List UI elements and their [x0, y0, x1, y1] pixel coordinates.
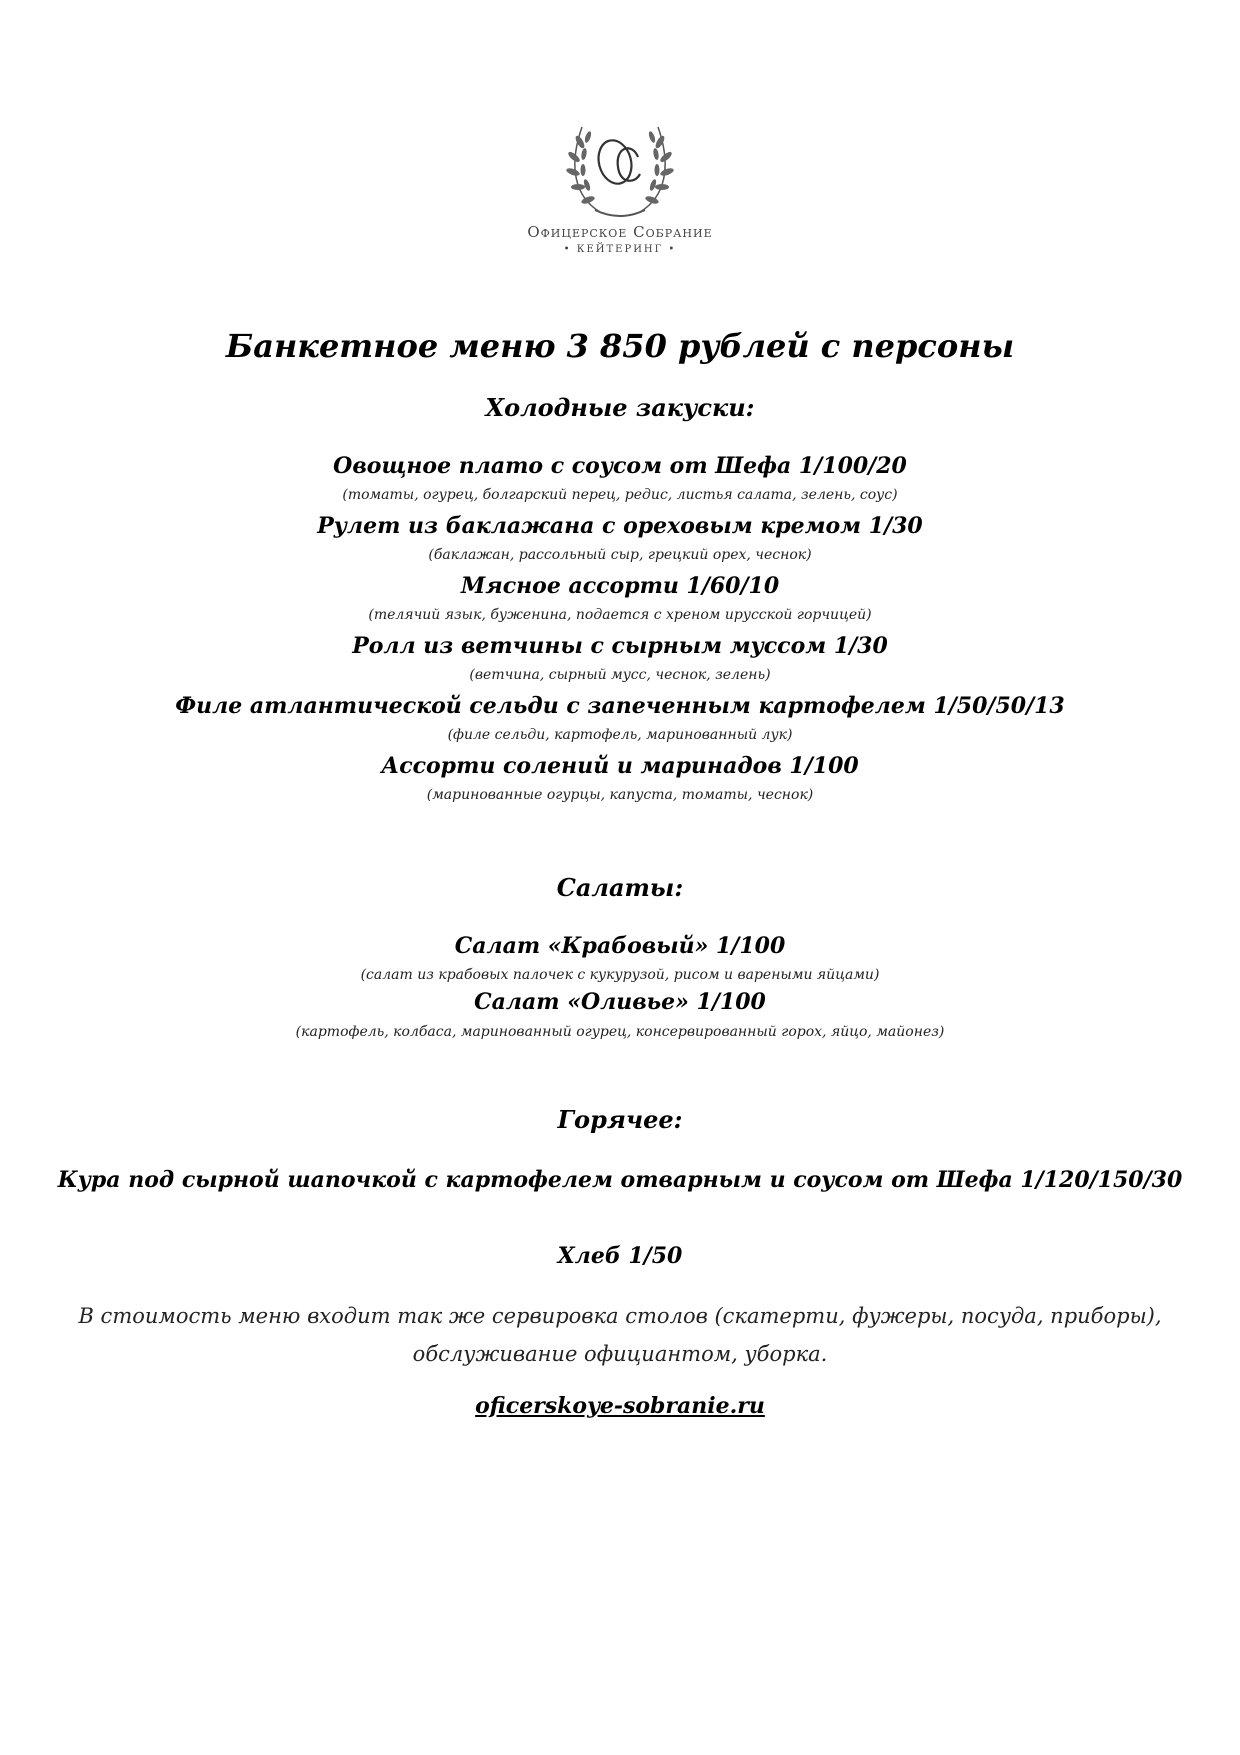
laurel-logo-icon [560, 112, 680, 227]
dish-description: (маринованные огурцы, капуста, томаты, чеснок) [426, 787, 814, 803]
brand-name: Офицерское Собрание [527, 223, 713, 241]
dish-name: Ассорти солений и маринадов 1/100 [381, 753, 859, 779]
dish-name: Кура под сырной шапочкой с картофелем отварным и соусом от Шефа 1/120/150/30 [57, 1167, 1183, 1193]
dish-name: Ролл из ветчины с сырным муссом 1/30 [352, 633, 888, 659]
dish-description: (ветчина, сырный мусс, чеснок, зелень) [469, 667, 771, 683]
dish-description: (телячий язык, буженина, подается с хреном ирусской горчицей) [368, 607, 872, 623]
dish-name: Салат «Крабовый» 1/100 [454, 933, 786, 959]
dish-name: Салат «Оливье» 1/100 [474, 989, 766, 1015]
dish-name: Овощное плато с соусом от Шефа 1/100/20 [333, 453, 907, 479]
section-salads-heading: Салаты: [556, 873, 684, 902]
section-cold-heading: Холодные закуски: [485, 393, 755, 422]
dish-name: Филе атлантической сельди с запеченным картофелем 1/50/50/13 [175, 693, 1065, 719]
dish-description: (картофель, колбаса, маринованный огурец, консервированный горох, яйцо, майонез) [295, 1024, 945, 1040]
brand-subtitle: • КЕЙТЕРИНГ • [563, 244, 677, 255]
dish-description: (филе сельди, картофель, маринованный лук) [447, 727, 793, 743]
menu-title: Банкетное меню 3 850 рублей с персоны [225, 327, 1015, 365]
dish-name: Рулет из баклажана с ореховым кремом 1/30 [317, 513, 923, 539]
dish-name: Мясное ассорти 1/60/10 [460, 573, 780, 599]
dish-description: (салат из крабовых палочек с кукурузой, рисом и вареными яйцами) [360, 967, 880, 983]
dish-description: (баклажан, рассольный сыр, грецкий орех, чеснок) [428, 547, 812, 563]
dish-description: (томаты, огурец, болгарский перец, редис, листья салата, зелень, соус) [342, 487, 898, 503]
section-hot-heading: Горячее: [557, 1105, 683, 1134]
bread-item: Хлеб 1/50 [557, 1243, 683, 1269]
website-link[interactable]: oficerskoye-sobranie.ru [475, 1393, 765, 1419]
service-note-line-1: В стоимость меню входит так же сервировка столов (скатерти, фужеры, посуда, приборы), [78, 1304, 1162, 1328]
service-note-line-2: обслуживание официантом, уборка. [412, 1342, 828, 1366]
